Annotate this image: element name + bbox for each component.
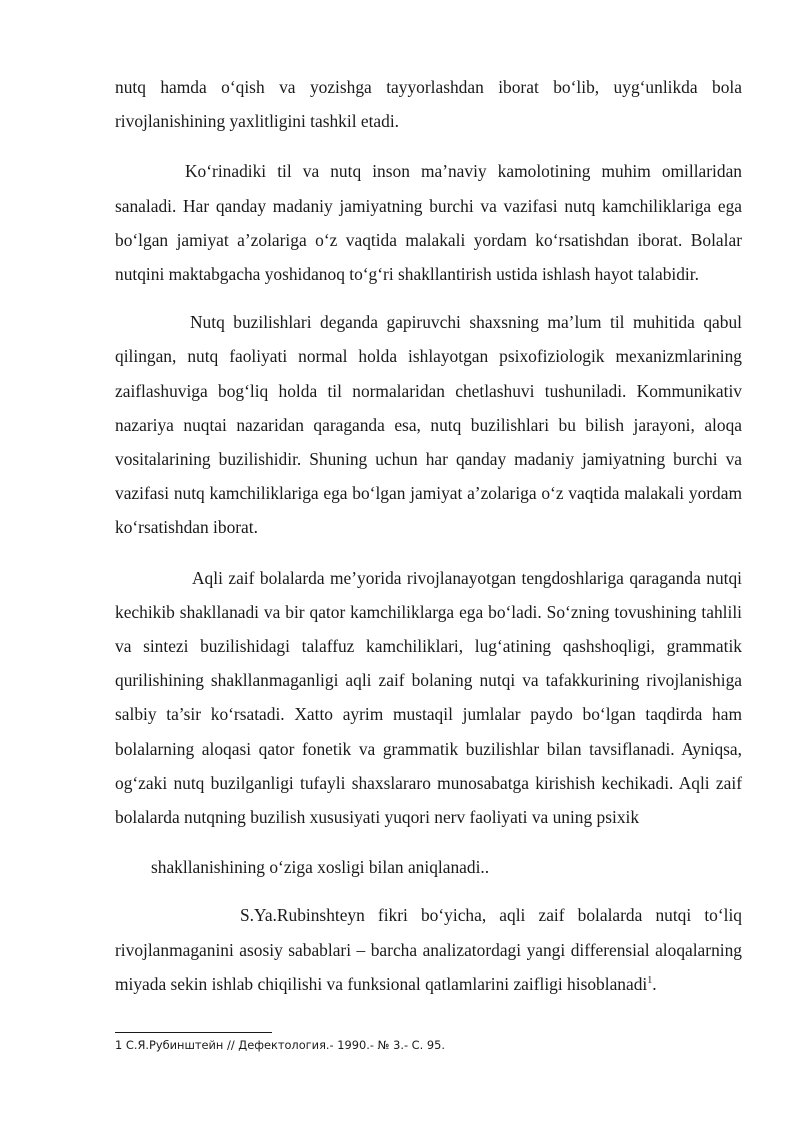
paragraph-5: shakllanishining o‘ziga xosligi bilan aniqlanadi.. — [151, 857, 490, 878]
paragraph-1: nutq hamda o‘qish va yozishga tayyorlashdan iborat bo‘lib, uyg‘unlikda bola rivojlanishining yaxlitligini tashkil etadi. — [115, 77, 742, 132]
paragraph-4: Aqli zaif bolalarda me’yorida rivojlanayotgan tengdoshlariga qaraganda nutqi kechikib shakllanadi va bir qator kamchiliklarga ega bo‘ladi. So‘zning tovushining tahlili va sintezi buzilishidagi talaffuz kamchiliklari, lug‘atining qashshoqligi, grammatik qurilishining shakllanmaganligi aqli zaif bolaning nutqi va tafakkurining rivojlanishiga salbiy ta’sir ko‘rsatadi. Xatto ayrim mustaqil jumlalar paydo bo‘lgan taqdirda ham bolalarning aloqasi qator fonetik va grammatik buzilishlar bilan tavsiflanadi. Ayniqsa, og‘zaki nutq buzilganligi tufayli shaxslararo munosabatga kirishish kechikadi. Aqli zaif bolalarda nutqning buzilish xususiyati yuqori nerv faoliyati va uning psixik — [115, 567, 742, 828]
footnote: 1 С.Я.Рубинштейн // Дефектология.- 1990.- № 3.- С. 95. — [115, 1038, 445, 1052]
paragraph-6 — [115, 898, 742, 1001]
paragraph-2: Ko‘rinadiki til va nutq inson ma’naviy kamolotining muhim omillaridan sanaladi. Har qanday madaniy jamiyatning burchi va vazifasi nutq kamchiliklariga ega bo‘lgan jamiyat a’zolariga o‘z vaqtida malakali yordam ko‘rsatishdan iborat. Bolalar nutqini maktabgacha yoshidanoq to‘g‘ri shakllantirish ustida ishlash hayot talabidir. — [115, 161, 742, 285]
footnote-reference[interactable]: 1 — [647, 975, 653, 987]
paragraph-6-end: . — [652, 973, 657, 994]
paragraph-6-text: S.Ya.Rubinshteyn fikri bo‘yicha, aqli zaif bolalarda nutqi to‘liq rivojlanmaganini asosiy sabablari – barcha analizatordagi yangi differensial aloqalarning miyada sekin ishlab chiqilishi va funksional qatlamlarini zaifligi hisoblanadi — [115, 905, 742, 994]
footnote-separator — [115, 1032, 272, 1033]
document-body — [115, 70, 742, 1001]
paragraph-3: Nutq buzilishlari deganda gapiruvchi shaxsning ma’lum til muhitida qabul qilingan, nutq faoliyati normal holda ishlayotgan psixofiziologik mexanizmlarining zaiflashuviga bog‘liq holda til normalaridan chetlashuvi tushuniladi. Kommunikativ nazariya nuqtai nazaridan qaraganda esa, nutq buzilishlari bu bilish jarayoni, aloqa vositalarining buzilishidir. Shuning uchun har qanday madaniy jamiyatning burchi va vazifasi nutq kamchiliklariga ega bo‘lgan jamiyat a’zolariga o‘z vaqtida malakali yordam ko‘rsatishdan iborat. — [115, 312, 742, 538]
